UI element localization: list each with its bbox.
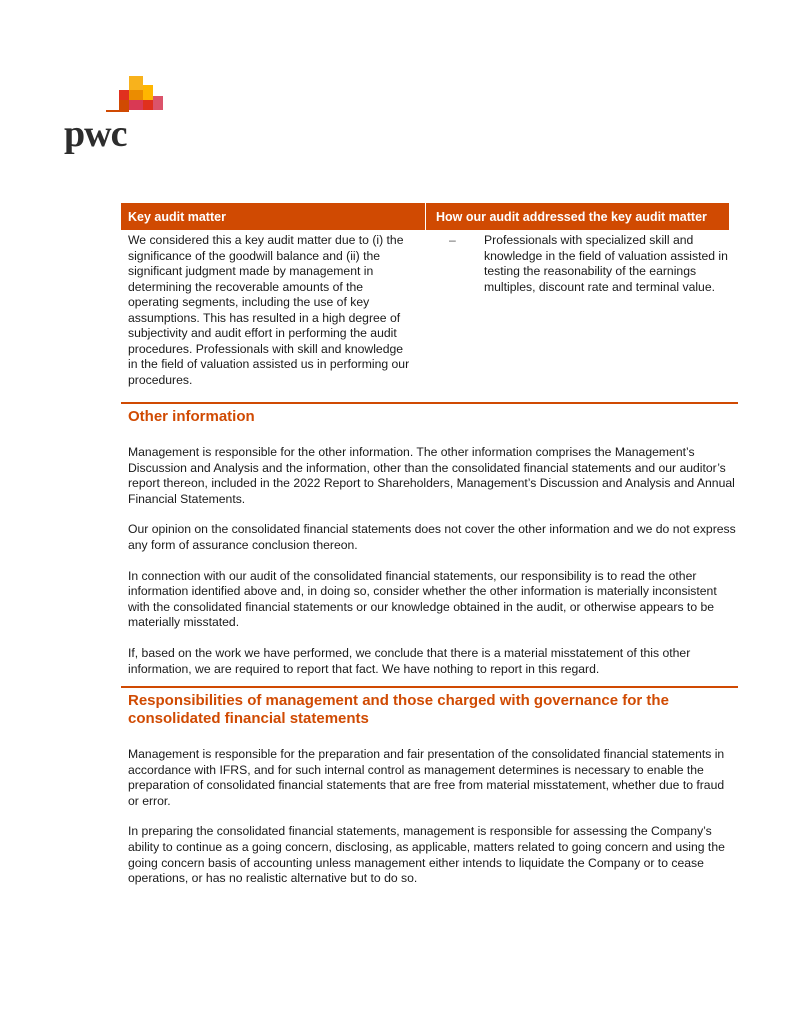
paragraph: Our opinion on the consolidated financial statements does not cover the other information and we do not express any form of assurance conclusion thereon. [128, 522, 736, 552]
other-information-section [121, 402, 738, 677]
paragraph: Management is responsible for the other information. The other information comprises the Management’s Discussion and Analysis and the information, other than the consolidated financial statements and our auditor’s report thereon, included in the 2022 Report to Shareholders, Management’s Discussion and Analysis and Annual Financial Statements. [128, 445, 735, 506]
pwc-logo [64, 76, 174, 156]
section-divider [121, 686, 738, 688]
responsibilities-section [121, 686, 738, 887]
header-key-audit-matter: Key audit matter [121, 203, 426, 230]
kam-description-text: We considered this a key audit matter due to (i) the significance of the goodwill balance and (ii) the significant judgment made by management in determining the recoverable amounts of the operating segments, including the use of key assumptions. This has resulted in a high degree of subjectivity and audit effort in performing the audit procedures. Professionals with skill and knowledge in the field of valuation assisted us in performing our procedures. [128, 233, 410, 387]
section-title: Other information [128, 408, 255, 425]
section-divider [121, 402, 738, 404]
key-audit-matter-table [121, 203, 729, 388]
pwc-wordmark: pwc [64, 113, 127, 155]
paragraph: In connection with our audit of the consolidated financial statements, our responsibility is to read the other information identified above and, in doing so, consider whether the other information is materially inconsistent with the consolidated financial statements or our knowledge obtained in the audit, or otherwise appears to be materially misstated. [128, 568, 717, 630]
header-how-addressed: How our audit addressed the key audit matter [436, 209, 707, 224]
paragraph: If, based on the work we have performed, we conclude that there is a material misstatement of this other information, we are required to report that fact. We have nothing to report in this regard. [128, 645, 691, 676]
paragraph: In preparing the consolidated financial statements, management is responsible for assessing the Company’s ability to continue as a going concern, disclosing, as applicable, matters related to going concern and using the going concern basis of accounting unless management either intends to liquidate the Company or to cease operations, or has no realistic alternative but to do so. [128, 824, 725, 886]
table-row [121, 230, 729, 388]
paragraph: Management is responsible for the preparation and fair presentation of the consolidated financial statements in accordance with IFRS, and for such internal control as management determines is necessary to enable the preparation of consolidated financial statements that are free from material misstatement, whether due to fraud or error. [128, 747, 725, 808]
kam-description-cell [121, 233, 413, 388]
bullet-dash: – [449, 233, 456, 247]
audit-response-cell [413, 233, 729, 388]
section-title: Responsibilities of management and those charged with governance for the consolidated financial statements [128, 692, 669, 727]
table-header [121, 203, 729, 230]
audit-response-text: Professionals with specialized skill and knowledge in the field of valuation assisted in testing the reasonability of the earnings multiples, discount rate and terminal value. [484, 233, 728, 294]
